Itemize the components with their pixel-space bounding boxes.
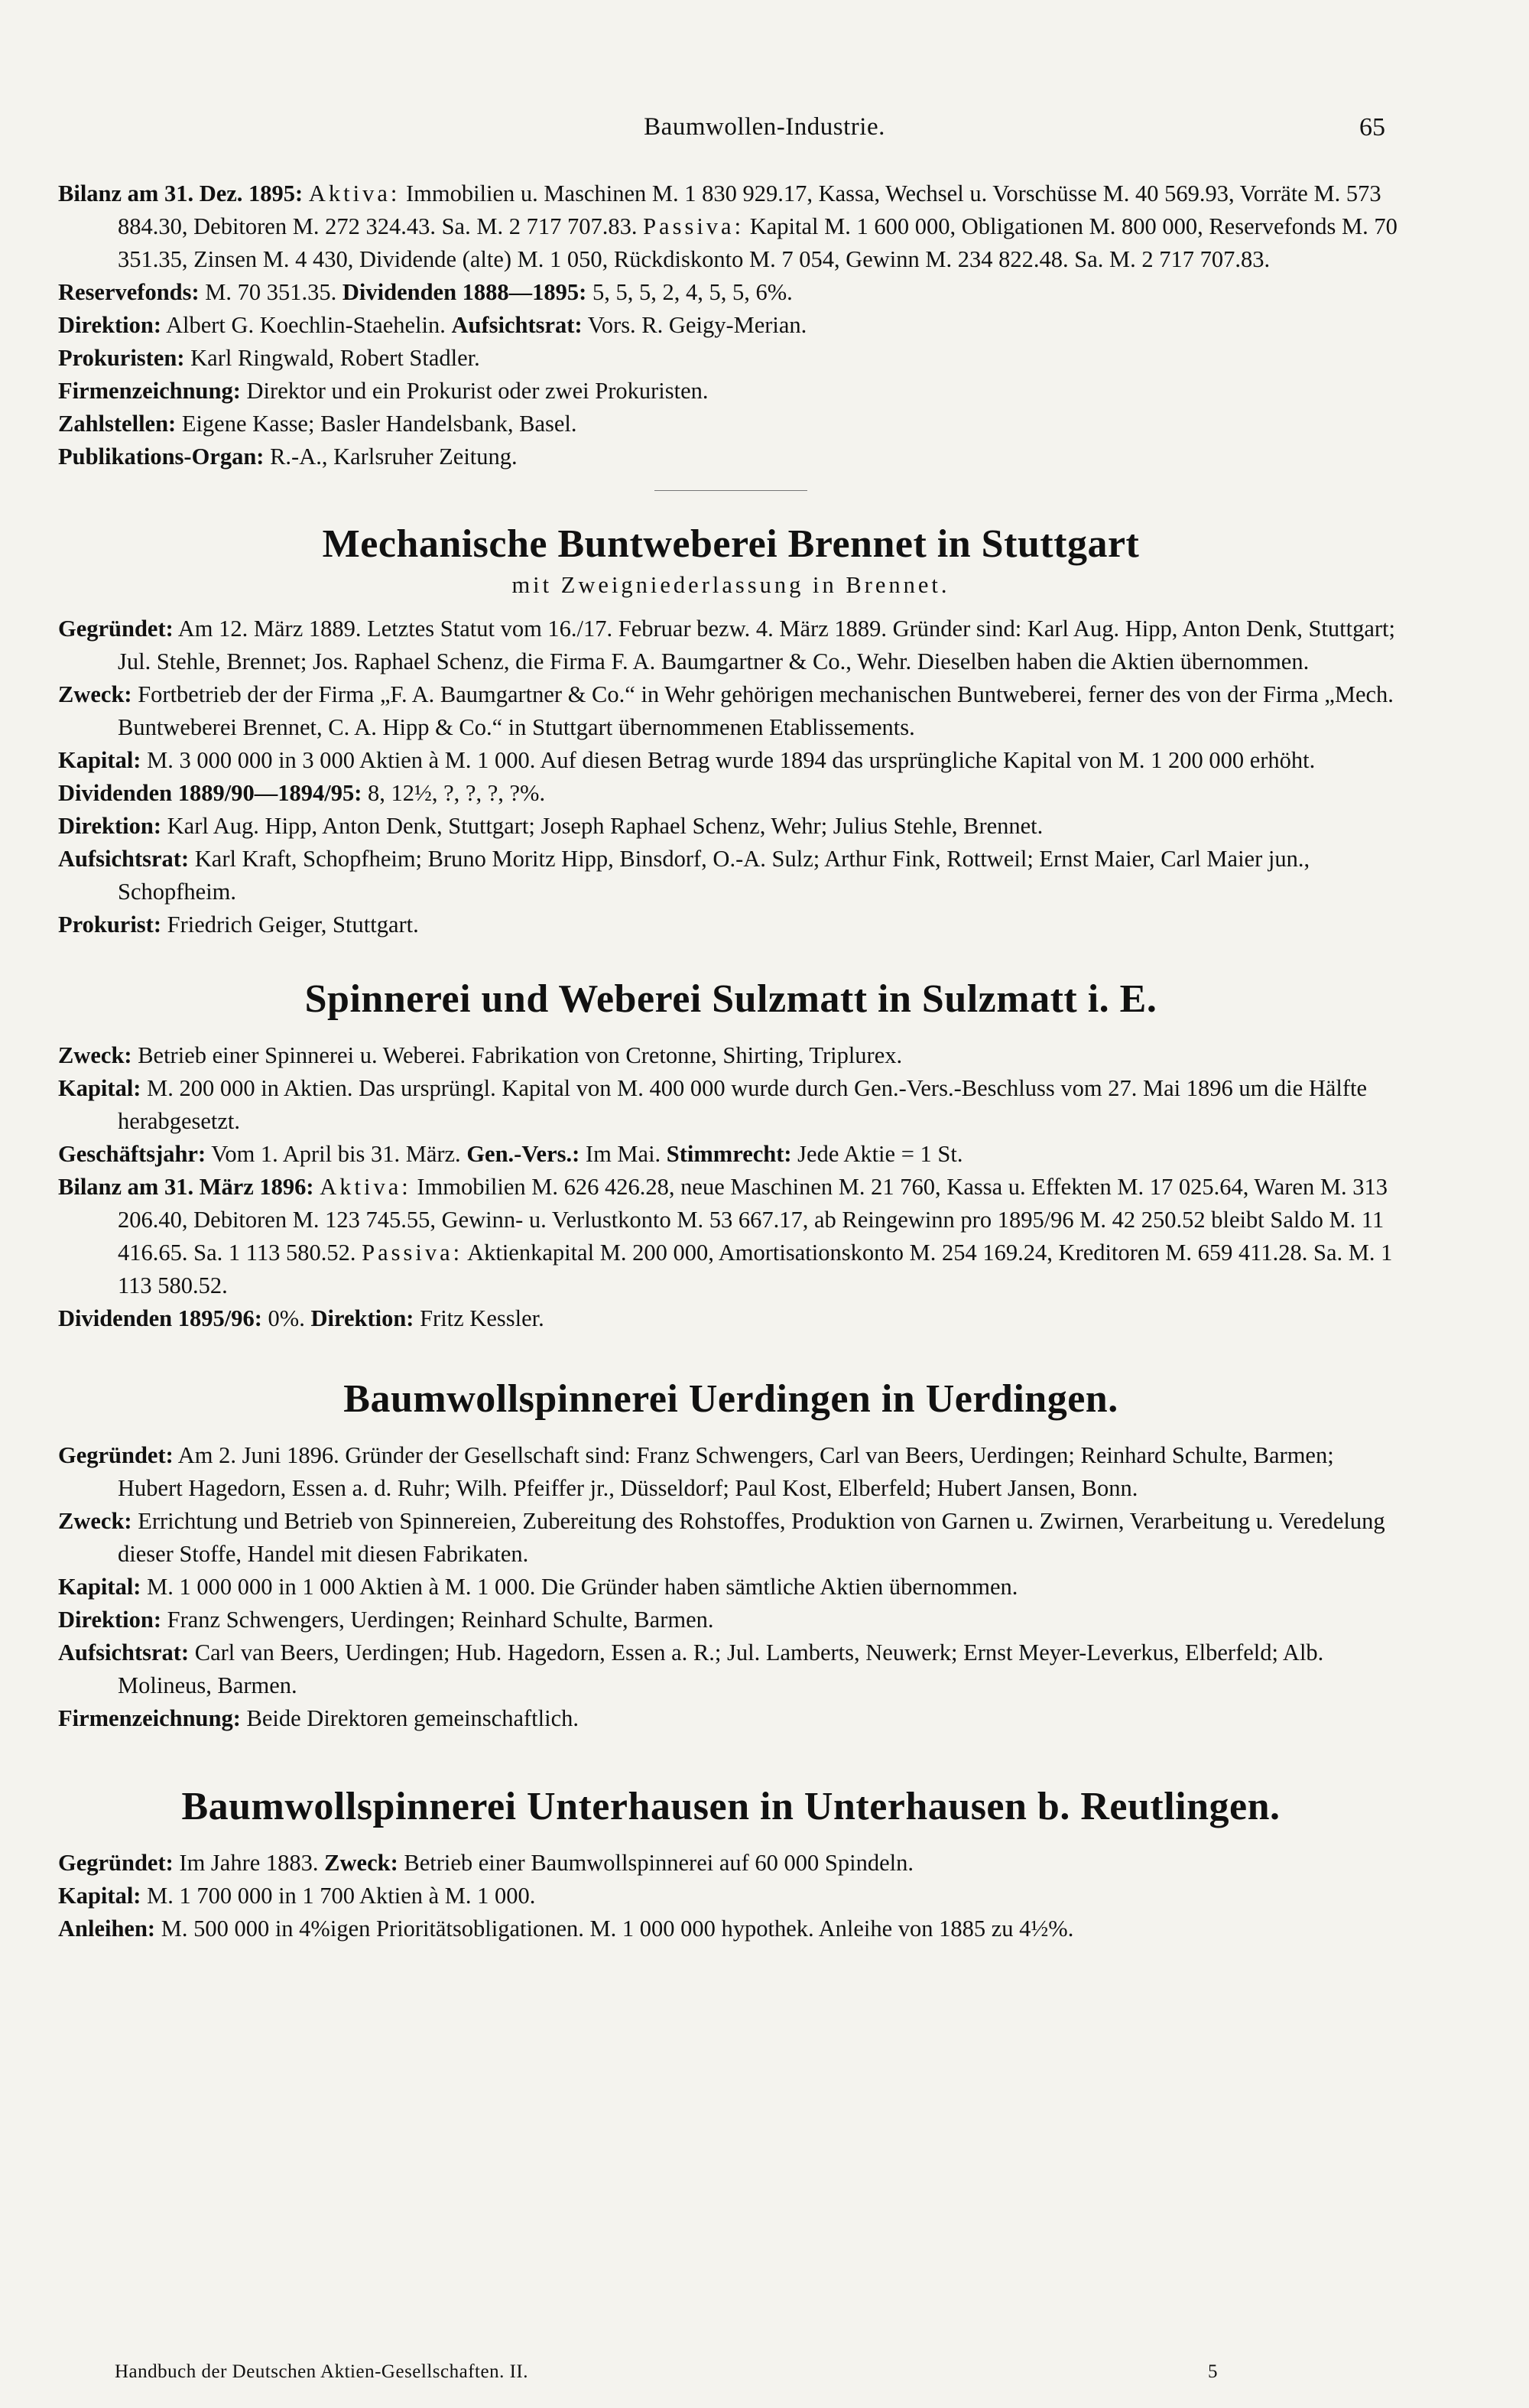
aufsichtsrat-text: Karl Kraft, Schopfheim; Bruno Moritz Hipp, Binsdorf, O.-A. Sulz; Arthur Fink, Rottweil; Ernst Maier, Carl Maier jun., Schopfheim. — [118, 846, 1310, 905]
kapital-entry — [58, 1072, 1404, 1138]
section-title-unterhausen: Baumwollspinnerei Unterhausen in Unterhausen b. Reutlingen. — [181, 1785, 1281, 1828]
firmenzeichnung-label: Firmenzeichnung: — [58, 1705, 241, 1731]
gegruendet-text: Im Jahre 1883. — [179, 1850, 319, 1876]
zweck-entry — [58, 1505, 1404, 1571]
aktiva-label: Aktiva: — [308, 180, 401, 206]
section-title-brennet: Mechanische Buntweberei Brennet in Stuttgart — [322, 522, 1140, 566]
firmenzeichnung-text: Direktor und ein Prokurist oder zwei Prokuristen. — [246, 378, 709, 404]
direktion-text: Albert G. Koechlin-Staehelin. — [165, 312, 446, 338]
dividenden-text: 0%. — [268, 1305, 305, 1331]
dividenden-text: 8, 12½, ?, ?, ?, ?%. — [368, 780, 546, 806]
zweck-label: Zweck: — [58, 681, 132, 707]
aktiva-text: Immobilien M. 626 426.28, neue Maschinen M. 21 760, Kassa u. Effekten M. 17 025.64, Waren M. 313 206.40, Debitoren M. 123 745.55, Gewinn- u. Verlustkonto M. 53 667.17, ab Reingewinn pro 1895/96 M. 42 250.52 bleibt Saldo M. 11 416.65. Sa. 1 113 580.52. — [118, 1174, 1388, 1266]
prokuristen-text: Karl Ringwald, Robert Stadler. — [190, 345, 480, 371]
zweck-entry — [58, 678, 1404, 744]
zweck-entry — [58, 1039, 1404, 1072]
passiva-label: Passiva: — [362, 1240, 463, 1266]
aufsichtsrat-entry — [58, 1636, 1404, 1702]
kapital-label: Kapital: — [58, 1883, 141, 1909]
kapital-text: M. 200 000 in Aktien. Das ursprüngl. Kapital von M. 400 000 wurde durch Gen.-Vers.-Beschluss vom 27. Mai 1896 um die Hälfte herabgesetzt. — [118, 1075, 1368, 1134]
bilanz-label: Bilanz am 31. Dez. 1895: — [58, 180, 304, 206]
gegruendet-label: Gegründet: — [58, 1442, 174, 1468]
dividenden-entry — [58, 777, 1404, 810]
direktion-text: Karl Aug. Hipp, Anton Denk, Stuttgart; Joseph Raphael Schenz, Wehr; Julius Stehle, Brennet. — [167, 813, 1044, 839]
direktion-label: Direktion: — [310, 1305, 414, 1331]
passiva-text: Kapital M. 1 600 000, Obligationen M. 800 000, Reservefonds M. 70 351.35, Zinsen M. 4 430, Dividende (alte) M. 1 050, Rückdiskonto M. 7 054, Gewinn M. 234 822.48. Sa. M. 2 717 707.83. — [118, 213, 1398, 272]
publikation-label: Publikations-Organ: — [58, 444, 265, 470]
page-number: 65 — [1359, 113, 1385, 141]
aufsichtsrat-label: Aufsichtsrat: — [451, 312, 583, 338]
zahlstellen-text: Eigene Kasse; Basler Handelsbank, Basel. — [181, 411, 577, 437]
bilanz-text: Immobilien u. Maschinen M. 1 830 929.17, Kassa, Wechsel u. Vorschüsse M. 40 569.93, Vorräte M. 573 884.30, Debitoren M. 272 324.43. Sa. M. 2 717 707.83. — [118, 180, 1381, 239]
gegruendet-entry — [58, 1439, 1404, 1505]
genvers-text: Im Mai. — [585, 1141, 661, 1167]
kapital-text: M. 1 000 000 in 1 000 Aktien à M. 1 000. Die Gründer haben sämtliche Aktien übernommen. — [147, 1574, 1018, 1600]
zweck-label: Zweck: — [58, 1508, 132, 1534]
gegruendet-text: Am 2. Juni 1896. Gründer der Gesellschaft sind: Franz Schwengers, Carl van Beers, Uerdingen; Reinhard Schulte, Barmen; Hubert Hagedorn, Essen a. d. Ruhr; Wilh. Pfeiffer jr., Düsseldorf; Paul Kost, Elberfeld; Hubert Jansen, Bonn. — [118, 1442, 1334, 1501]
gegruendet-label: Gegründet: — [58, 616, 174, 642]
prokurist-text: Friedrich Geiger, Stuttgart. — [167, 912, 419, 938]
geschaeftsjahr-text: Vom 1. April bis 31. März. — [211, 1141, 461, 1167]
bilanz-entry — [58, 177, 1404, 276]
aufsichtsrat-entry — [58, 843, 1404, 908]
dividenden-entry — [58, 1302, 1404, 1335]
zweck-text: Errichtung und Betrieb von Spinnereien, Zubereitung des Rohstoffes, Produktion von Garnen u. Zwirnen, Verarbeitung u. Veredelung dieser Stoffe, Handel mit diesen Fabrikaten. — [118, 1508, 1385, 1567]
geschaeftsjahr-label: Geschäftsjahr: — [58, 1141, 206, 1167]
signature-mark: 5 — [1208, 2361, 1218, 2382]
section-divider — [654, 490, 807, 491]
section-title-uerdingen: Baumwollspinnerei Uerdingen in Uerdingen. — [343, 1377, 1118, 1421]
prokuristen-label: Prokuristen: — [58, 345, 185, 371]
direktion-label: Direktion: — [58, 312, 161, 338]
prokurist-entry — [58, 908, 1404, 941]
zweck-text: Betrieb einer Spinnerei u. Weberei. Fabrikation von Cretonne, Shirting, Triplurex. — [138, 1042, 903, 1068]
aufsichtsrat-label: Aufsichtsrat: — [58, 1639, 190, 1665]
dividenden-label: Dividenden 1888—1895: — [342, 279, 587, 305]
stimmrecht-label: Stimmrecht: — [666, 1141, 792, 1167]
firmenzeichnung-label: Firmenzeichnung: — [58, 378, 241, 404]
zweck-text: Fortbetrieb der der Firma „F. A. Baumgartner & Co.“ in Wehr gehörigen mechanischen Buntweberei, ferner des von der Firma „Mech. Buntweberei Brennet, C. A. Hipp & Co.“ in Stuttgart übernommenen Etablissements. — [118, 681, 1394, 740]
aufsichtsrat-label: Aufsichtsrat: — [58, 846, 190, 872]
dividenden-label: Dividenden 1889/90—1894/95: — [58, 780, 362, 806]
reservefonds-label: Reservefonds: — [58, 279, 200, 305]
direktion-text: Franz Schwengers, Uerdingen; Reinhard Schulte, Barmen. — [167, 1607, 714, 1633]
zahlstellen-entry — [58, 408, 1404, 440]
gegruendet-label: Gegründet: — [58, 1850, 174, 1876]
prokuristen-entry — [58, 342, 1404, 375]
aktiva-label: Aktiva: — [320, 1174, 411, 1200]
direktion-label: Direktion: — [58, 813, 161, 839]
stimmrecht-text: Jede Aktie = 1 St. — [797, 1141, 963, 1167]
publikation-entry — [58, 440, 1404, 473]
aufsichtsrat-text: Carl van Beers, Uerdingen; Hub. Hagedorn, Essen a. R.; Jul. Lamberts, Neuwerk; Ernst Meyer-Leverkus, Elberfeld; Alb. Molineus, Barmen. — [118, 1639, 1324, 1698]
dividenden-text: 5, 5, 5, 2, 4, 5, 5, 6%. — [592, 279, 793, 305]
kapital-entry — [58, 1571, 1404, 1604]
genvers-label: Gen.-Vers.: — [466, 1141, 580, 1167]
anleihen-text: M. 500 000 in 4%igen Prioritätsobligationen. M. 1 000 000 hypothek. Anleihe von 1885 zu 4½%. — [161, 1916, 1074, 1942]
section-subtitle-brennet: mit Zweigniederlassung in Brennet. — [511, 572, 950, 598]
zweck-text: Betrieb einer Baumwollspinnerei auf 60 000 Spindeln. — [404, 1850, 914, 1876]
running-header: Baumwollen-Industrie. — [644, 113, 885, 141]
direktion-entry — [58, 309, 1404, 342]
section-title-sulzmatt: Spinnerei und Weberei Sulzmatt in Sulzmatt i. E. — [304, 977, 1157, 1021]
footer-book-title: Handbuch der Deutschen Aktien-Gesellschaften. II. — [115, 2361, 528, 2382]
firmenzeichnung-entry — [58, 1702, 1404, 1735]
anleihen-entry — [58, 1912, 1404, 1945]
gegruendet-entry — [58, 1847, 1404, 1880]
firmenzeichnung-text: Beide Direktoren gemeinschaftlich. — [246, 1705, 579, 1731]
direktion-text: Fritz Kessler. — [420, 1305, 544, 1331]
passiva-text: Aktienkapital M. 200 000, Amortisationskonto M. 254 169.24, Kreditoren M. 659 411.28. Sa. M. 1 113 580.52. — [118, 1240, 1393, 1298]
zweck-label: Zweck: — [324, 1850, 398, 1876]
page-content — [58, 177, 1404, 1945]
prokurist-label: Prokurist: — [58, 912, 161, 938]
gegruendet-text: Am 12. März 1889. Letztes Statut vom 16./17. Februar bezw. 4. März 1889. Gründer sind: Karl Aug. Hipp, Anton Denk, Stuttgart; Jul. Stehle, Brennet; Jos. Raphael Schenz, die Firma F. A. Baumgartner & Co., Wehr. Dieselben haben die Aktien übernommen. — [118, 616, 1395, 674]
kapital-label: Kapital: — [58, 1574, 141, 1600]
kapital-label: Kapital: — [58, 1075, 141, 1101]
kapital-entry — [58, 744, 1404, 777]
aufsichtsrat-text: Vors. R. Geigy-Merian. — [587, 312, 807, 338]
gegruendet-entry — [58, 613, 1404, 678]
kapital-text: M. 3 000 000 in 3 000 Aktien à M. 1 000. Auf diesen Betrag wurde 1894 das ursprüngliche Kapital von M. 1 200 000 erhöht. — [147, 747, 1316, 773]
kapital-entry — [58, 1880, 1404, 1912]
firmenzeichnung-entry — [58, 375, 1404, 408]
direktion-entry — [58, 1604, 1404, 1636]
geschaeftsjahr-entry — [58, 1138, 1404, 1171]
reservefonds-entry — [58, 276, 1404, 309]
bilanz-entry — [58, 1171, 1404, 1302]
zweck-label: Zweck: — [58, 1042, 132, 1068]
direktion-label: Direktion: — [58, 1607, 161, 1633]
dividenden-label: Dividenden 1895/96: — [58, 1305, 262, 1331]
kapital-label: Kapital: — [58, 747, 141, 773]
anleihen-label: Anleihen: — [58, 1916, 156, 1942]
bilanz-label: Bilanz am 31. März 1896: — [58, 1174, 314, 1200]
passiva-label: Passiva: — [643, 213, 745, 239]
reservefonds-text: M. 70 351.35. — [205, 279, 337, 305]
publikation-text: R.-A., Karlsruher Zeitung. — [270, 444, 518, 470]
zahlstellen-label: Zahlstellen: — [58, 411, 177, 437]
kapital-text: M. 1 700 000 in 1 700 Aktien à M. 1 000. — [147, 1883, 536, 1909]
direktion-entry — [58, 810, 1404, 843]
